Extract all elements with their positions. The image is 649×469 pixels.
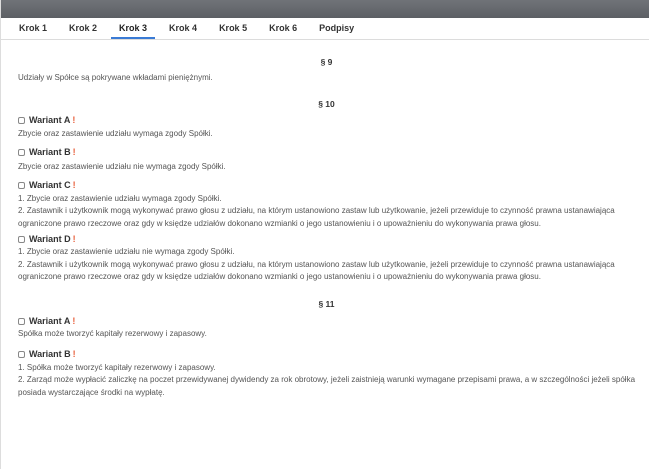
required-mark: !	[72, 180, 76, 191]
step-tabs	[1, 18, 649, 40]
section-11-variant-b[interactable]	[18, 348, 635, 362]
section-10-variant-d[interactable]	[18, 232, 635, 246]
tab-krok-3[interactable]: Krok 3	[111, 23, 155, 39]
required-mark: !	[72, 233, 76, 244]
variant-checkbox[interactable]	[18, 351, 25, 358]
variant-checkbox[interactable]	[18, 318, 25, 325]
variant-text: 2. Zastawnik i użytkownik mogą wykonywać prawo głosu z udziału, na którym ustanowiono zastaw lub użytkowanie, jeżeli przewiduje to czynność prawna ustanawiająca ograniczone prawo rzeczowe oraz gdy w księdze udziałów dokonano wzmianki o jego ustanowieniu i o upoważnieniu do wykonywania prawa głosu.	[18, 206, 615, 228]
variant-checkbox[interactable]	[18, 182, 25, 189]
section-10-variant-a[interactable]	[18, 114, 635, 128]
section-10-variant-b[interactable]	[18, 145, 635, 159]
variant-checkbox[interactable]	[18, 149, 25, 156]
variant-label: Wariant B	[29, 146, 71, 157]
variant-label: Wariant A	[29, 315, 71, 326]
variant-checkbox[interactable]	[18, 236, 25, 243]
tab-krok-5[interactable]: Krok 5	[219, 23, 248, 33]
section-9-text: Udziały w Spółce są pokrywane wkładami pieniężnymi.	[18, 72, 213, 82]
tab-krok-6[interactable]: Krok 6	[269, 23, 298, 33]
variant-text: 2. Zastawnik i użytkownik mogą wykonywać prawo głosu z udziału, na którym ustanowiono zastaw lub użytkowanie, jeżeli przewiduje to czynność prawna ustanawiająca ograniczone prawo rzeczowe oraz gdy w księdze udziałów dokonano wzmianki o jego ustanowieniu i o upoważnieniu do wykonywania prawa głosu.	[18, 259, 615, 281]
top-bar	[1, 0, 649, 18]
variant-label: Wariant C	[29, 180, 71, 191]
tab-krok-2[interactable]: Krok 2	[69, 23, 98, 33]
variant-text: 2. Zarząd może wypłacić zaliczkę na poczet przewidywanej dywidendy za rok obrotowy, jeżeli zaistnieją warunki wymagane przepisami prawa, a w szczególności jeżeli spółka posiada wystarczające środki na wypłatę.	[18, 375, 636, 397]
variant-label: Wariant A	[29, 115, 71, 126]
variant-text: Spółka może tworzyć kapitały rezerwowy i zapasowy.	[18, 329, 207, 338]
section-9-heading: § 9	[320, 57, 333, 67]
variant-text: 1. Spółka może tworzyć kapitały rezerwowy i zapasowy.	[18, 362, 216, 372]
variant-text: 1. Zbycie oraz zastawienie udziału wymaga zgody Spółki.	[18, 193, 222, 203]
section-10-variant-c[interactable]	[18, 179, 635, 193]
variant-label: Wariant D	[29, 233, 71, 244]
content	[1, 56, 649, 399]
tab-krok-1[interactable]: Krok 1	[19, 23, 48, 33]
required-mark: !	[72, 115, 76, 126]
tab-krok-4[interactable]: Krok 4	[169, 23, 198, 33]
required-mark: !	[72, 349, 76, 360]
required-mark: !	[72, 315, 76, 326]
variant-text: Zbycie oraz zastawienie udziału nie wymaga zgody Spółki.	[18, 162, 226, 171]
required-mark: !	[72, 146, 76, 157]
variant-text: 1. Zbycie oraz zastawienie udziału nie wymaga zgody Spółki.	[18, 247, 235, 256]
section-11-variant-a[interactable]	[18, 314, 635, 328]
variant-text: Zbycie oraz zastawienie udziału wymaga zgody Spółki.	[18, 128, 213, 138]
tab-podpisy[interactable]: Podpisy	[319, 23, 355, 33]
variant-label: Wariant B	[29, 349, 71, 360]
section-10-heading: § 10	[318, 99, 335, 109]
variant-checkbox[interactable]	[18, 117, 25, 124]
section-11-heading: § 11	[318, 298, 335, 309]
